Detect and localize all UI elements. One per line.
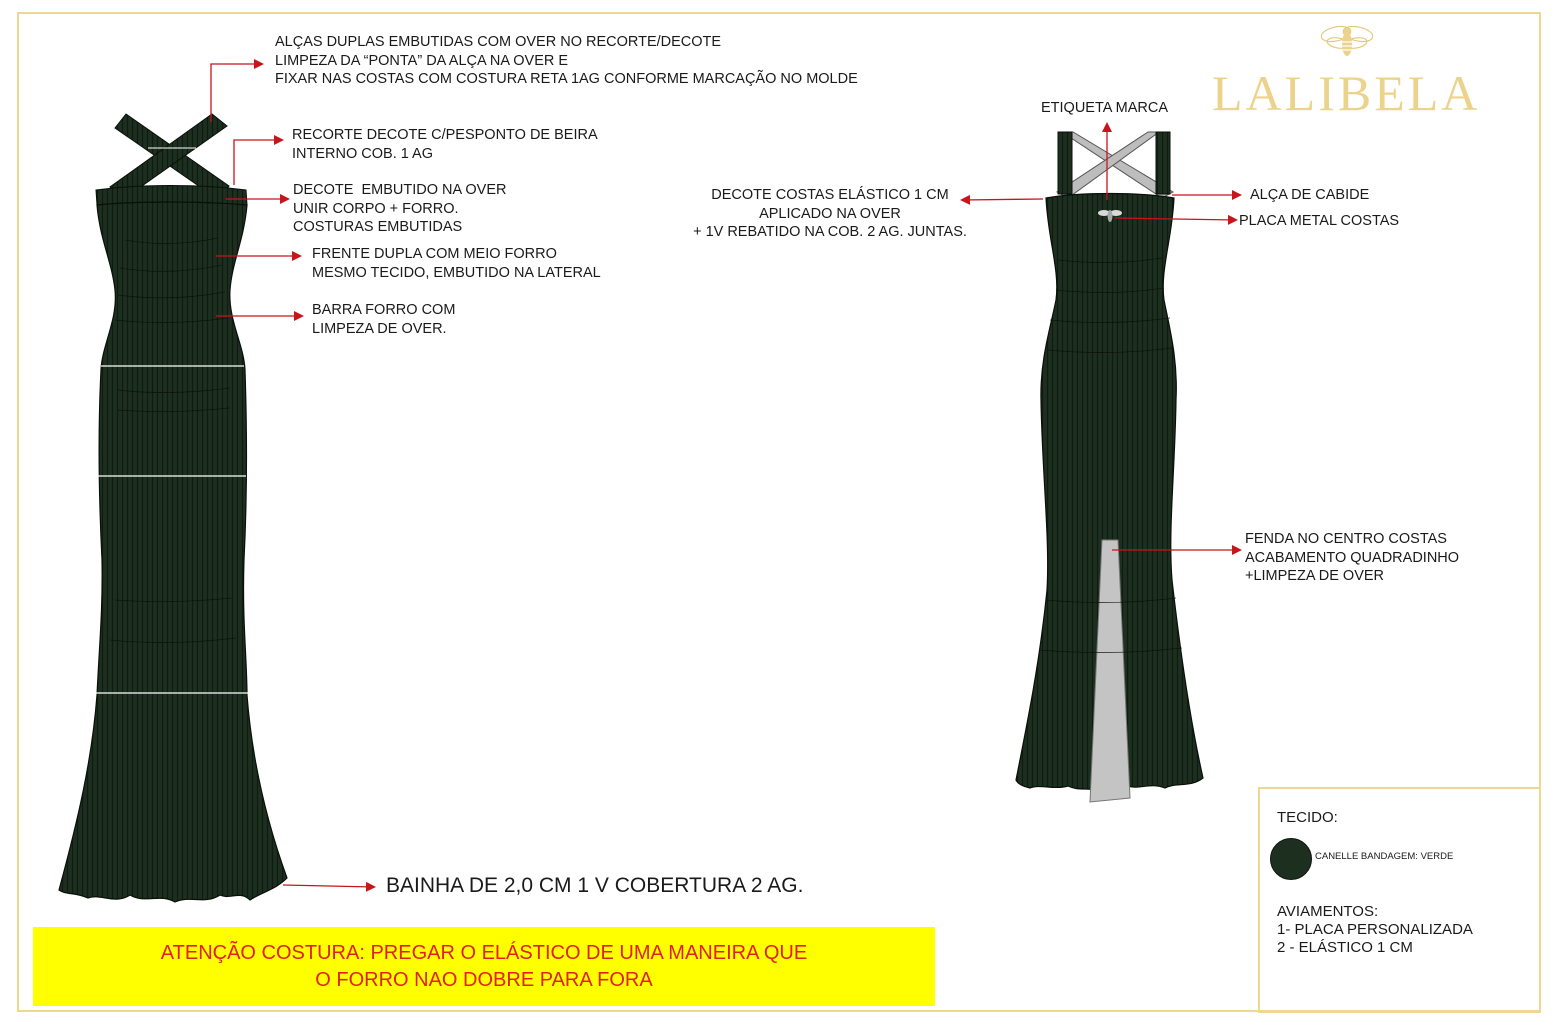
trims-heading: AVIAMENTOS: — [1277, 903, 1379, 920]
back-strap-left — [1058, 132, 1072, 194]
note-hem: BAINHA DE 2,0 CM 1 V COBERTURA 2 AG. — [386, 874, 804, 897]
fabric-name: CANELLE BANDAGEM: VERDE — [1315, 851, 1454, 862]
back-strap-right — [1156, 132, 1170, 194]
sewing-warning-banner — [33, 927, 935, 1006]
note-hanger-loop: ALÇA DE CABIDE — [1250, 187, 1370, 203]
warning-line-2: O FORRO NAO DOBRE PARA FORA — [315, 969, 653, 991]
fabric-swatch — [1270, 838, 1312, 880]
warning-line-1: ATENÇÃO COSTURA: PREGAR O ELÁSTICO DE UMA MANEIRA QUE — [160, 942, 808, 964]
back-dress — [1016, 132, 1203, 802]
front-body — [59, 202, 287, 902]
note-back-neckline: DECOTE COSTAS ELÁSTICO 1 CM APLICADO NA OVER + 1V REBATIDO NA COB. 2 AG. JUNTAS. — [693, 187, 967, 240]
trim-item: 2 - ELÁSTICO 1 CM — [1277, 939, 1413, 956]
trim-item: 1- PLACA PERSONALIZADA — [1277, 921, 1473, 938]
fabric-heading: TECIDO: — [1277, 809, 1338, 826]
note-lining-hem: BARRA FORRO COM LIMPEZA DE OVER. — [312, 302, 456, 337]
brand-logo: LALIBELA — [1212, 65, 1481, 121]
note-slit: FENDA NO CENTRO COSTAS ACABAMENTO QUADRADINHO +LIMPEZA DE OVER — [1245, 531, 1460, 584]
note-straps: ALÇAS DUPLAS EMBUTIDAS COM OVER NO RECORTE/DECOTE LIMPEZA DA “PONTA” DA ALÇA NA OVER E FIXAR NAS COSTAS COM COSTURA RETA 1AG CONFORME MARCAÇÃO NO MOLDE — [275, 34, 858, 87]
note-metal-plate: PLACA METAL COSTAS — [1239, 213, 1400, 229]
note-double-front: FRENTE DUPLA COM MEIO FORRO MESMO TECIDO, EMBUTIDO NA LATERAL — [312, 246, 601, 281]
note-neckline: DECOTE EMBUTIDO NA OVER UNIR CORPO + FORRO. COSTURAS EMBUTIDAS — [293, 182, 507, 235]
front-dress — [59, 114, 287, 902]
note-neck-panel: RECORTE DECOTE C/PESPONTO DE BEIRA INTERNO COB. 1 AG — [292, 127, 598, 162]
note-label: ETIQUETA MARCA — [1041, 100, 1169, 116]
